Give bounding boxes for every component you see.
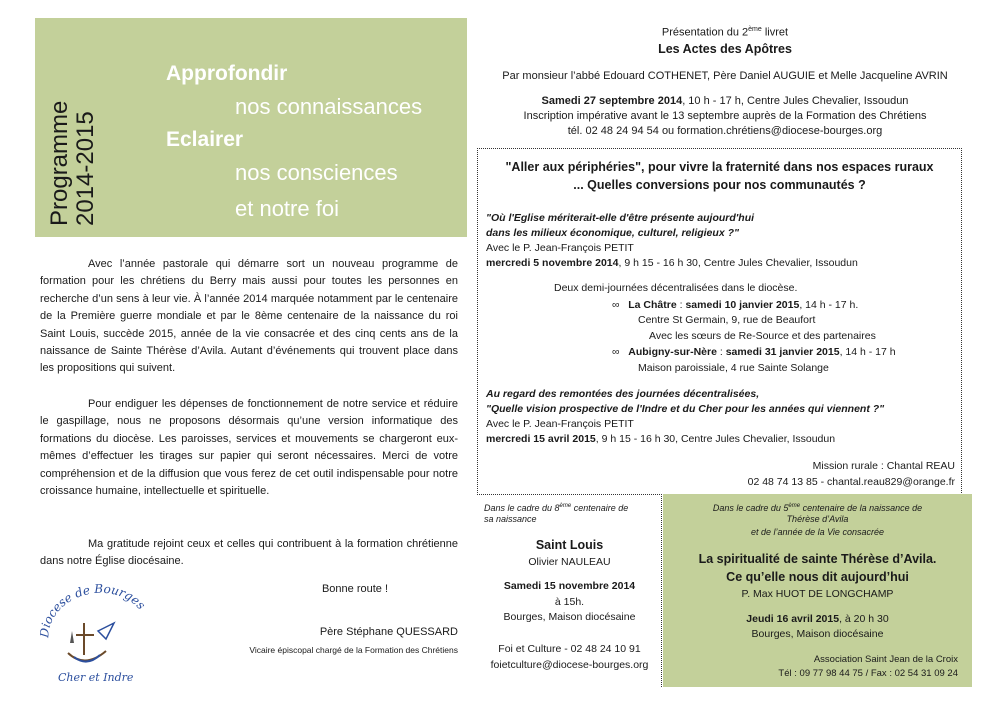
programme-banner <box>35 18 467 237</box>
therese-avila-box <box>663 494 972 687</box>
saint-louis-context-2: sa naissance <box>484 514 537 524</box>
rural-date-1 <box>486 256 858 271</box>
logo-text-top: Diocese de Bourges <box>40 583 149 639</box>
presentation-title: Les Actes des Apôtres <box>658 41 792 56</box>
rural-chatre-name: La Châtre <box>628 299 677 311</box>
signature-name: Père Stéphane QUESSARD <box>319 626 458 638</box>
therese-place: Bourges, Maison diocésaine <box>751 628 884 640</box>
presentation-contact: tél. 02 48 24 94 54 ou formation.chrétiens@diocese-bourges.org <box>567 124 883 137</box>
presentation-intro-a: Présentation du 2 <box>661 26 749 39</box>
logo-text-bottom: Cher et Indre <box>58 671 134 684</box>
rural-mission-contact-details: 02 48 74 13 85 - chantal.reau829@orange.fr <box>747 476 955 488</box>
rural-aubigny-date: samedi 31 janvier 2015 <box>725 346 840 358</box>
rural-chatre-with: Avec les sœurs de Re-Source et des partenaires <box>649 330 876 342</box>
rural-chatre-sep: : <box>676 299 686 311</box>
closing-text: Bonne route ! <box>321 583 389 595</box>
rural-title-2: ... Quelles conversions pour nos communautés ? <box>573 178 866 192</box>
rural-aubigny-time: , 14 h - 17 h <box>839 346 896 358</box>
therese-context-sup: ème <box>788 503 801 509</box>
intro-paragraph-1 <box>40 256 458 378</box>
rural-chatre-date: samedi 10 janvier 2015 <box>685 299 800 311</box>
rural-date-1-rest: , 9 h 15 - 16 h 30, Centre Jules Chevalier, Issoudun <box>618 257 858 269</box>
therese-date-rest: , à 20 h 30 <box>839 613 889 625</box>
presentation-speakers: Par monsieur l’abbé Edouard COTHENET, Père Daniel AUGUIE et Melle Jacqueline AVRIN <box>502 69 948 82</box>
approfondir-heading: Approfondir <box>166 62 288 85</box>
rural-date-1-bold: mercredi 5 novembre 2014 <box>486 257 619 269</box>
saint-louis-box <box>478 494 662 687</box>
saint-louis-place: Bourges, Maison diocésaine <box>503 611 636 623</box>
therese-contact: Tél : 09 77 98 44 75 / Fax : 02 54 31 09 24 <box>778 668 958 679</box>
rural-speaker-1: Avec le P. Jean-François PETIT <box>486 242 634 254</box>
saint-louis-date: Samedi 15 novembre 2014 <box>503 580 636 592</box>
programme-year-vertical <box>47 26 99 226</box>
rural-aubigny-sep: : <box>716 346 726 358</box>
therese-date-bold: Jeudi 16 avril 2015 <box>746 613 840 625</box>
rural-date-2-rest: , 9 h 15 - 16 h 30, Centre Jules Chevalier, Issoudun <box>595 433 836 445</box>
presentation-intro <box>478 22 972 41</box>
presentation-date-bold: Samedi 27 septembre 2014 <box>541 94 683 107</box>
rural-mission-contact-name: Mission rurale : Chantal REAU <box>812 460 955 472</box>
bullet-infinity-icon: ∞ <box>612 346 620 358</box>
et-notre-foi-text: et notre foi <box>235 196 339 221</box>
signature-role: Vicaire épiscopal chargé de la Formation des Chrétiens <box>249 645 458 655</box>
intro-paragraph-1-text: Avec l’année pastorale qui démarre sort un nouveau programme de formation pour les chrétiens du Berry mais aussi pour toutes les personnes en recherche d’un sens à leur vie. À l’année 2014 marquée notamment par le centenaire de la Première guerre mondiale et par le 8ème centenaire de la naissance du roi Saint Louis, succède 2015, année de la vie consacrée et des cinq cents ans de la naissance de Sainte Thérèse d’Avila. Autant d’événements qui trouvent place dans les propositions qui suivent. <box>40 258 458 375</box>
saint-louis-org: Foi et Culture - 02 48 24 10 91 <box>498 643 641 655</box>
intro-paragraph-2-text: Pour endiguer les dépenses de fonctionnement de notre service et réduire le gaspillage, nous ne proposons désormais qu’une version informatique des formations du diocèse. Les paroisses, services et mouvements se chargeront eux-mêmes d’effectuer les tirages sur papier qui seront nécessaires. Merci de votre compréhension et de la diffusion que vous ferez de cet outil indispensable pour notre croissance humaine, intellectuelle et spirituelle. <box>40 398 458 498</box>
presentation-intro-sup: ème <box>748 26 762 33</box>
therese-speaker: P. Max HUOT DE LONGCHAMP <box>741 588 894 600</box>
rural-date-2-bold: mercredi 15 avril 2015 <box>486 433 596 445</box>
saint-louis-context-sup: ème <box>559 503 572 509</box>
rural-speaker-2: Avec le P. Jean-François PETIT <box>486 418 634 430</box>
rural-aubigny-name: Aubigny-sur-Nère <box>628 346 717 358</box>
therese-org: Association Saint Jean de la Croix <box>813 654 958 665</box>
programme-label: Programme <box>46 100 73 226</box>
rural-aubigny-place: Maison paroissiale, 4 rue Sainte Solange <box>638 362 829 374</box>
saint-louis-title: Saint Louis <box>535 538 604 552</box>
rural-date-2 <box>486 432 835 447</box>
intro-paragraph-2 <box>40 396 458 500</box>
saint-louis-speaker: Olivier NAULEAU <box>528 556 611 568</box>
rural-aubigny-line <box>612 345 896 360</box>
presentation-inscription: Inscription impérative avant le 13 septembre auprès de la Formation des Chrétiens <box>523 109 927 122</box>
diocese-logo <box>40 583 155 688</box>
therese-date <box>663 613 972 625</box>
therese-context-1 <box>663 500 972 514</box>
rural-mission-box <box>477 148 962 495</box>
rural-question-2a: Au regard des remontées des journées décentralisées, <box>486 388 760 400</box>
eclairer-heading: Eclairer <box>166 128 244 151</box>
rural-chatre-place: Centre St Germain, 9, rue de Beaufort <box>638 314 816 326</box>
rural-chatre-time: , 14 h - 17 h. <box>799 299 859 311</box>
presentation-intro-b: livret <box>761 26 789 39</box>
bullet-infinity-icon: ∞ <box>612 299 620 311</box>
saint-louis-email: foietculture@diocese-bourges.org <box>490 659 649 671</box>
presentation-date <box>478 94 972 109</box>
therese-context-b: centenaire de la naissance de <box>800 503 923 513</box>
therese-context-2: Thérèse d’Avila <box>786 514 849 524</box>
programme-years: 2014-2015 <box>72 111 99 226</box>
therese-context-a: Dans le cadre du 5 <box>712 503 789 513</box>
diocese-logo-graphic <box>40 583 155 688</box>
rural-title-1: "Aller aux périphéries", pour vivre la fraternité dans nos espaces ruraux <box>505 160 934 174</box>
saint-louis-context-a: Dans le cadre du 8 <box>484 503 560 513</box>
saint-louis-context-b: centenaire de <box>571 503 629 513</box>
rural-question-1a: "Où l'Eglise mériterait-elle d'être présente aujourd'hui <box>486 212 755 224</box>
therese-title-1: La spiritualité de sainte Thérèse d’Avila. <box>698 552 937 566</box>
therese-context-3: et de l’année de la Vie consacrée <box>751 527 884 537</box>
saint-louis-time: à 15h. <box>554 596 585 608</box>
presentation-date-rest: , 10 h - 17 h, Centre Jules Chevalier, Issoudun <box>682 94 909 107</box>
nos-connaissances-text: nos connaissances <box>235 94 423 119</box>
svg-text:Diocese de Bourges <box>40 583 151 641</box>
presentation-block <box>478 18 972 139</box>
rural-chatre-line <box>612 298 858 313</box>
intro-paragraph-3-text: Ma gratitude rejoint ceux et celles qui contribuent à la formation chrétienne dans notre Église diocésaine. <box>40 538 458 568</box>
therese-title-2: Ce qu’elle nous dit aujourd’hui <box>726 570 909 584</box>
rural-decentral: Deux demi-journées décentralisées dans le diocèse. <box>554 282 798 294</box>
rural-question-1b: dans les milieux économique, culturel, religieux ?" <box>486 227 739 239</box>
nos-consciences-text: nos consciences <box>235 160 398 185</box>
rural-question-2b: "Quelle vision prospective de l'Indre et du Cher pour les années qui viennent ?" <box>486 403 885 415</box>
saint-louis-context-1 <box>484 500 628 514</box>
intro-paragraph-3 <box>40 536 458 571</box>
